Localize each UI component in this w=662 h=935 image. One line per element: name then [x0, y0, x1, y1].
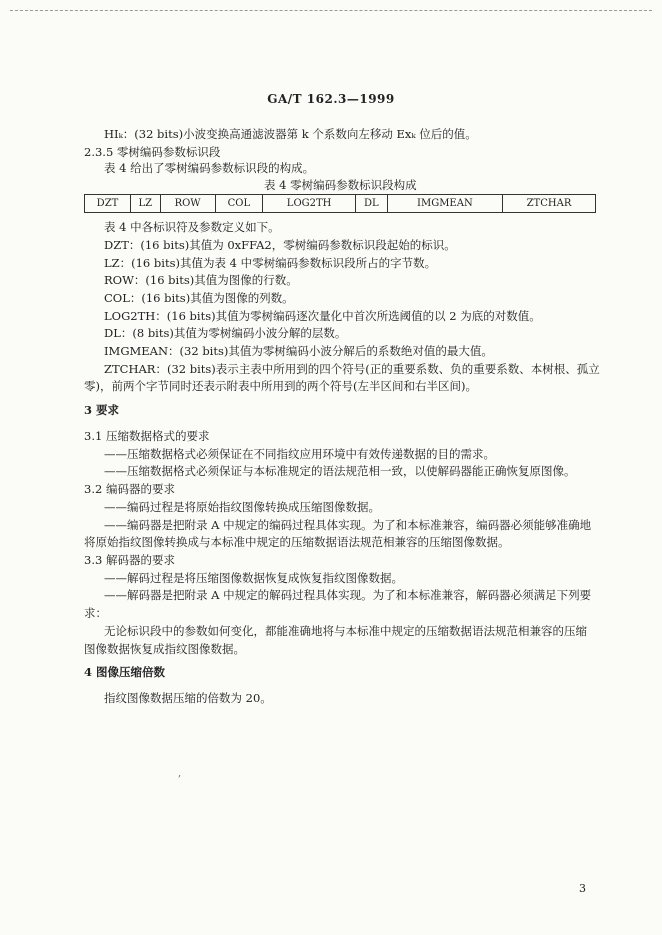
text-line: DZT：(16 bits)其值为 0xFFA2，零树编码参数标识段起始的标识。	[104, 238, 456, 252]
text-line: DL：(8 bits)其值为零树编码小波分解的层数。	[104, 326, 347, 340]
table-cell: DZT	[85, 195, 131, 213]
page-header: GA/T 162.3—1999	[267, 92, 395, 106]
table-row	[85, 195, 596, 213]
section-heading: 2.3.5 零树编码参数标识段	[84, 145, 221, 159]
text-line: 指纹图像数据压缩的倍数为 20。	[104, 691, 272, 705]
parameter-table	[84, 194, 596, 213]
text-line: ——解码过程是将压缩图像数据恢复成恢复指纹图像数据。	[104, 571, 403, 585]
table-cell: IMGMEAN	[387, 195, 502, 213]
section-heading: 3.2 编码器的要求	[84, 482, 175, 496]
table-cell: LZ	[131, 195, 161, 213]
text-line: LOG2TH：(16 bits)其值为零树编码逐次量化中首次所选阈值的以 2 为底的对数值。	[104, 309, 541, 323]
text-line: LZ：(16 bits)其值为表 4 中零树编码参数标识段所占的字节数。	[104, 256, 437, 270]
chapter-heading: 4 图像压缩倍数	[84, 665, 166, 679]
table-cell: DL	[355, 195, 387, 213]
text-line: ZTCHAR：(32 bits)表示主表中所用到的四个符号(正的重要系数、负的重要系数、本树根、孤立	[104, 362, 600, 376]
text-line: ROW：(16 bits)其值为图像的行数。	[104, 273, 298, 287]
text-line: 零)，前两个字节同时还表示附表中所用到的两个符号(左半区间和右半区间)。	[84, 379, 477, 393]
text-line: 求：	[84, 606, 107, 620]
text-line: COL：(16 bits)其值为图像的列数。	[104, 291, 294, 305]
table-cell: ROW	[160, 195, 215, 213]
text-line: ——编码过程是将原始指纹图像转换成压缩图像数据。	[104, 500, 380, 514]
text-line: ——压缩数据格式必须保证与本标准规定的语法规范相一致，以使解码器能正确恢复原图像。	[104, 464, 576, 478]
text-line: 表 4 中各标识符及参数定义如下。	[104, 220, 280, 234]
chapter-heading: 3 要求	[84, 403, 120, 417]
table-caption: 表 4 零树编码参数标识段构成	[264, 178, 417, 192]
text-line: ——压缩数据格式必须保证在不同指纹应用环境中有效传递数据的目的需求。	[104, 447, 495, 461]
text-line: 图像数据恢复成指纹图像数据。	[84, 642, 245, 656]
table-cell: COL	[215, 195, 263, 213]
table-cell: ZTCHAR	[502, 195, 595, 213]
text-line: 无论标识段中的参数如何变化，都能准确地将与本标准中规定的压缩数据语法规范相兼容的压缩	[104, 624, 587, 638]
text-line: HIₖ：(32 bits)小波变换高通滤波器第 k 个系数向左移动 Exₖ 位后的值。	[104, 127, 477, 141]
scan-speck: ,	[178, 768, 182, 779]
text-line: 将原始指纹图像转换成与本标准中规定的压缩数据语法规范相兼容的压缩图像数据。	[84, 535, 510, 549]
text-line: ——编码器是把附录 A 中规定的编码过程具体实现。为了和本标准兼容，编码器必须能够准确地	[104, 518, 592, 532]
text-line: IMGMEAN：(32 bits)其值为零树编码小波分解后的系数绝对值的最大值。	[104, 344, 493, 358]
text-line: 表 4 给出了零树编码参数标识段的构成。	[104, 161, 315, 175]
page-number: 3	[579, 882, 586, 895]
table-cell: LOG2TH	[263, 195, 356, 213]
text-line: ——解码器是把附录 A 中规定的解码过程具体实现。为了和本标准兼容，解码器必须满足下列要	[104, 588, 592, 602]
section-heading: 3.3 解码器的要求	[84, 553, 175, 567]
top-dashed-rule	[10, 10, 652, 11]
section-heading: 3.1 压缩数据格式的要求	[84, 429, 210, 443]
